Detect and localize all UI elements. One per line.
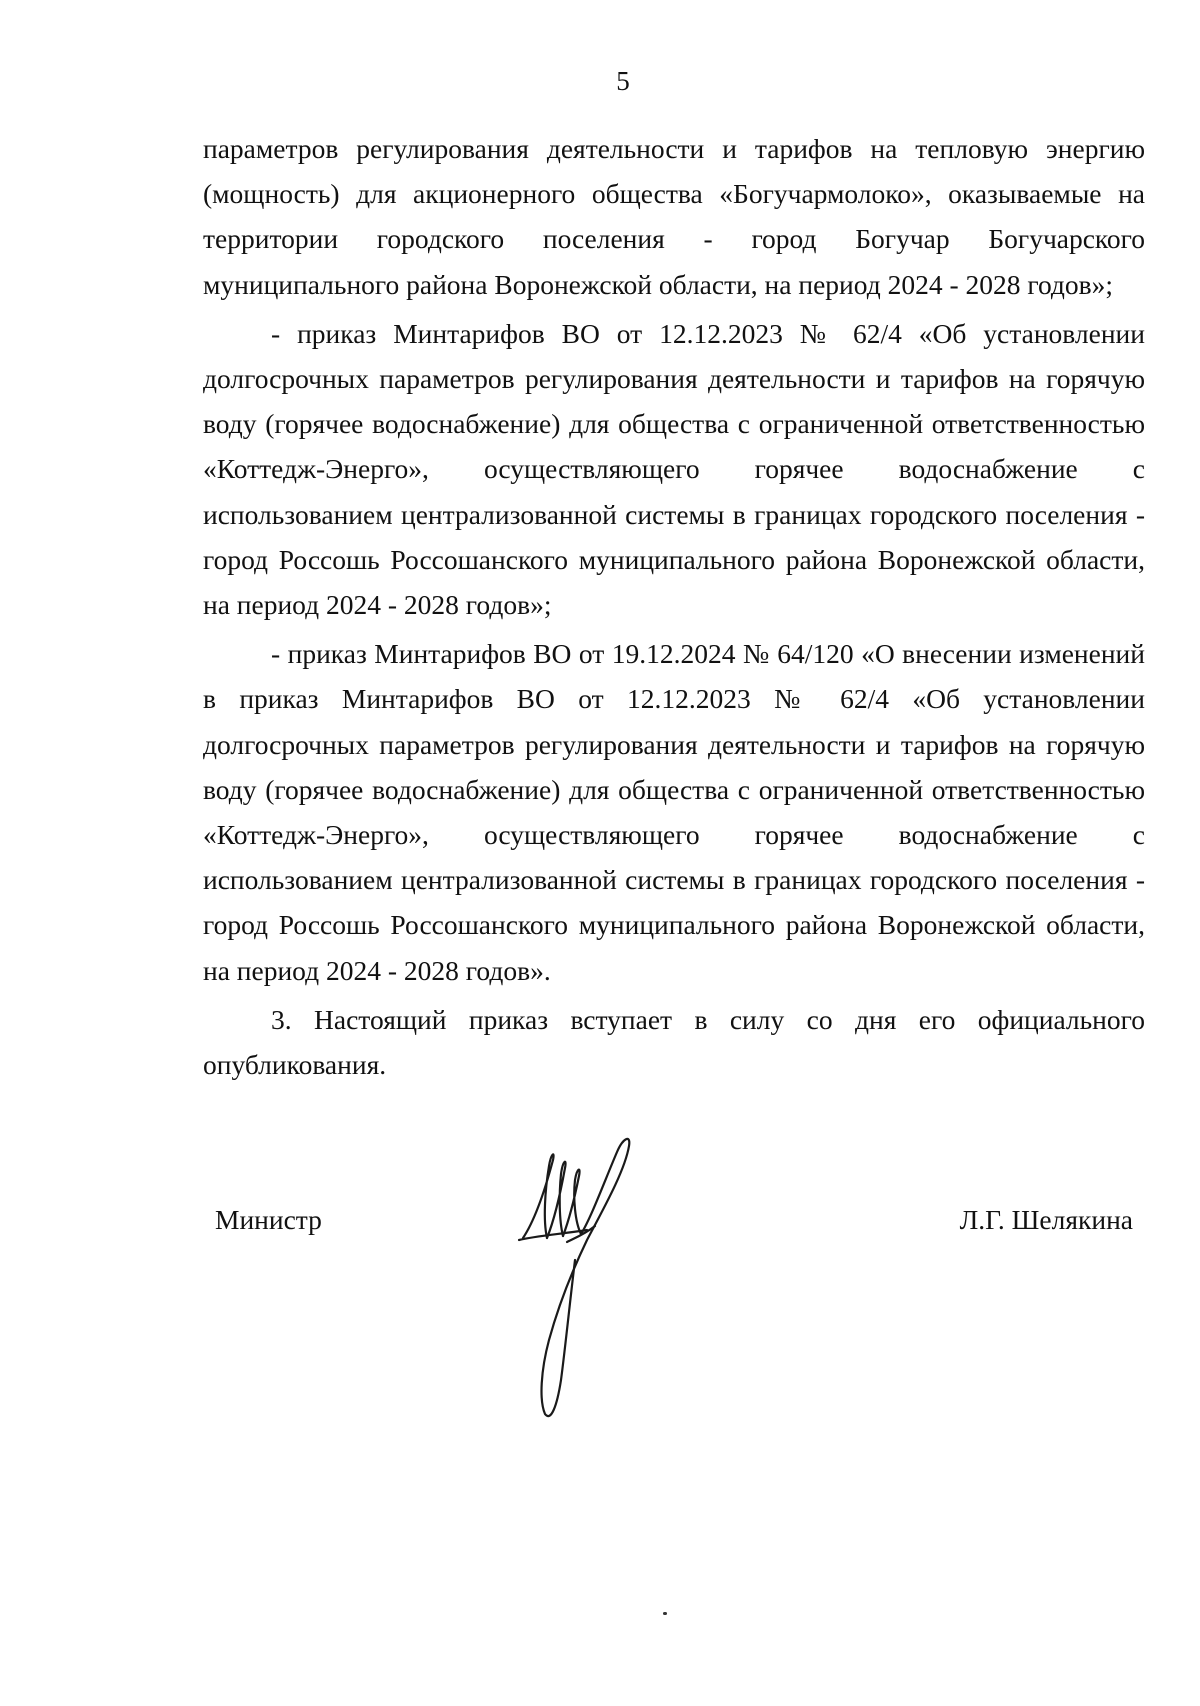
paragraph-effective-date: 3. Настоящий приказ вступает в силу со дня его официального опубликования. xyxy=(203,1003,1145,1081)
document-body xyxy=(203,126,1145,1091)
paragraph-order-62-4: - приказ Минтарифов ВО от 12.12.2023 № 62/4 «Об установлении долгосрочных параметров регулирования деятельности и тарифов на горячую воду (горячее водоснабжение) для общества с ограниченной ответственностью «Коттедж-Энерго», осуществляющего горячее водоснабжение с использованием централизованной системы в границах городского поселения - город Россошь Россошанского муниципального района Воронежской области, на период 2024 - 2028 годов»; xyxy=(203,317,1145,621)
paragraph-order-64-120: - приказ Минтарифов ВО от 19.12.2024 № 64/120 «О внесении изменений в приказ Минтарифов ВО от 12.12.2023 № 62/4 «Об установлении долгосрочных параметров регулирования деятельности и тарифов на горячую воду (горячее водоснабжение) для общества с ограниченной ответственностью «Коттедж-Энерго», осуществляющего горячее водоснабжение с использованием централизованной системы в границах городского поселения - город Россошь Россошанского муниципального района Воронежской области, на период 2024 - 2028 годов». xyxy=(203,638,1145,986)
paragraph-continuation: параметров регулирования деятельности и тарифов на тепловую энергию (мощность) для акционерного общества «Богучармолоко», оказываемые на территории городского поселения - город Богучар Богучарского муниципального района Воронежской области, на период 2024 - 2028 годов»; xyxy=(203,133,1145,300)
handwritten-signature xyxy=(505,1130,665,1420)
scan-dot xyxy=(663,1612,667,1615)
signatory-name: Л.Г. Шелякина xyxy=(959,1204,1133,1235)
page-number: 5 xyxy=(616,66,630,96)
signatory-title: Министр xyxy=(215,1204,322,1235)
